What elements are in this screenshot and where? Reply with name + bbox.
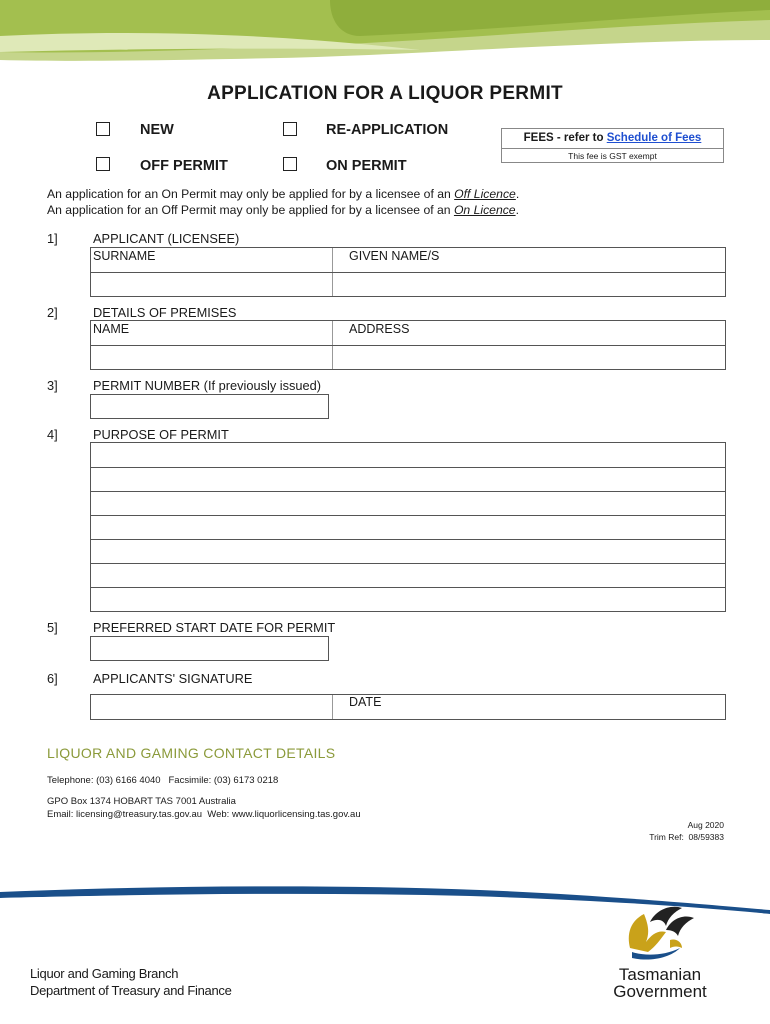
section-3-title: PERMIT NUMBER (If previously issued) [93, 378, 322, 393]
section-4-title: PURPOSE OF PERMIT [93, 427, 229, 442]
signature-input[interactable] [92, 696, 331, 718]
version-date: Aug 2020 [687, 820, 724, 830]
contact-email-web: Email: licensing@treasury.tas.gov.au Web: www.liquorlicensing.tas.gov.au [47, 809, 361, 820]
applicant-table [90, 247, 726, 297]
premises-address-input[interactable] [334, 346, 724, 368]
start-date-input[interactable] [90, 636, 329, 661]
contact-address: GPO Box 1374 HOBART TAS 7001 Australia [47, 796, 236, 807]
premises-table [90, 320, 726, 370]
given-names-header: GIVEN NAME/S [349, 249, 440, 263]
new-label: NEW [140, 122, 174, 138]
footer-branch: Liquor and Gaming Branch [30, 966, 179, 981]
date-input[interactable] [334, 696, 724, 718]
reapplication-checkbox[interactable] [283, 122, 297, 136]
signature-table [90, 694, 726, 720]
section-1-number: 1] [47, 231, 58, 246]
permit-number-input[interactable] [90, 394, 329, 419]
trim-ref: Trim Ref: 08/59383 [649, 832, 724, 842]
surname-input[interactable] [92, 273, 331, 295]
schedule-of-fees-link[interactable]: Schedule of Fees [606, 132, 702, 144]
premises-address-header: ADDRESS [349, 322, 410, 336]
surname-header: SURNAME [93, 249, 156, 263]
intro-line-1: An application for an On Permit may only be applied for by a licensee of an Off Licence. [47, 187, 520, 201]
form-title: APPLICATION FOR A LIQUOR PERMIT [207, 83, 563, 104]
date-header: DATE [349, 695, 382, 709]
on-permit-checkbox[interactable] [283, 157, 297, 171]
section-6-title: APPLICANTS' SIGNATURE [93, 671, 253, 686]
on-licence-link[interactable]: On Licence [453, 203, 516, 217]
reapplication-label: RE-APPLICATION [326, 122, 449, 138]
given-names-input[interactable] [334, 273, 724, 295]
premises-name-header: NAME [93, 322, 130, 336]
tasmanian-government-logo-icon [620, 902, 700, 964]
fees-prefix: FEES - refer to [523, 132, 607, 144]
section-5-number: 5] [47, 620, 58, 635]
section-1-title: APPLICANT (LICENSEE) [93, 231, 240, 246]
off-permit-label: OFF PERMIT [140, 158, 228, 174]
section-5-title: PREFERRED START DATE FOR PERMIT [93, 620, 336, 635]
section-2-title: DETAILS OF PREMISES [93, 305, 237, 320]
off-licence-link[interactable]: Off Licence [454, 187, 516, 201]
on-permit-label: ON PERMIT [326, 158, 407, 174]
section-3-number: 3] [47, 378, 58, 393]
section-2-number: 2] [47, 305, 58, 320]
fees-box [501, 128, 724, 163]
premises-name-input[interactable] [92, 346, 331, 368]
section-6-number: 6] [47, 671, 58, 686]
contact-heading: LIQUOR AND GAMING CONTACT DETAILS [47, 745, 336, 761]
intro-line-2: An application for an Off Permit may only be applied for by a licensee of an On Licence. [47, 203, 519, 217]
header-swoosh-graphic [0, 0, 770, 80]
new-checkbox[interactable] [96, 122, 110, 136]
footer-department: Department of Treasury and Finance [30, 983, 232, 998]
govt-line-1: Tasmanian [618, 965, 702, 984]
govt-line-2: Government [613, 982, 707, 1001]
off-permit-checkbox[interactable] [96, 157, 110, 171]
section-4-number: 4] [47, 427, 58, 442]
gst-note: This fee is GST exempt [568, 151, 657, 161]
contact-phone: Telephone: (03) 6166 4040 Facsimile: (03) 6173 0218 [47, 775, 279, 786]
purpose-lines[interactable] [90, 442, 726, 612]
